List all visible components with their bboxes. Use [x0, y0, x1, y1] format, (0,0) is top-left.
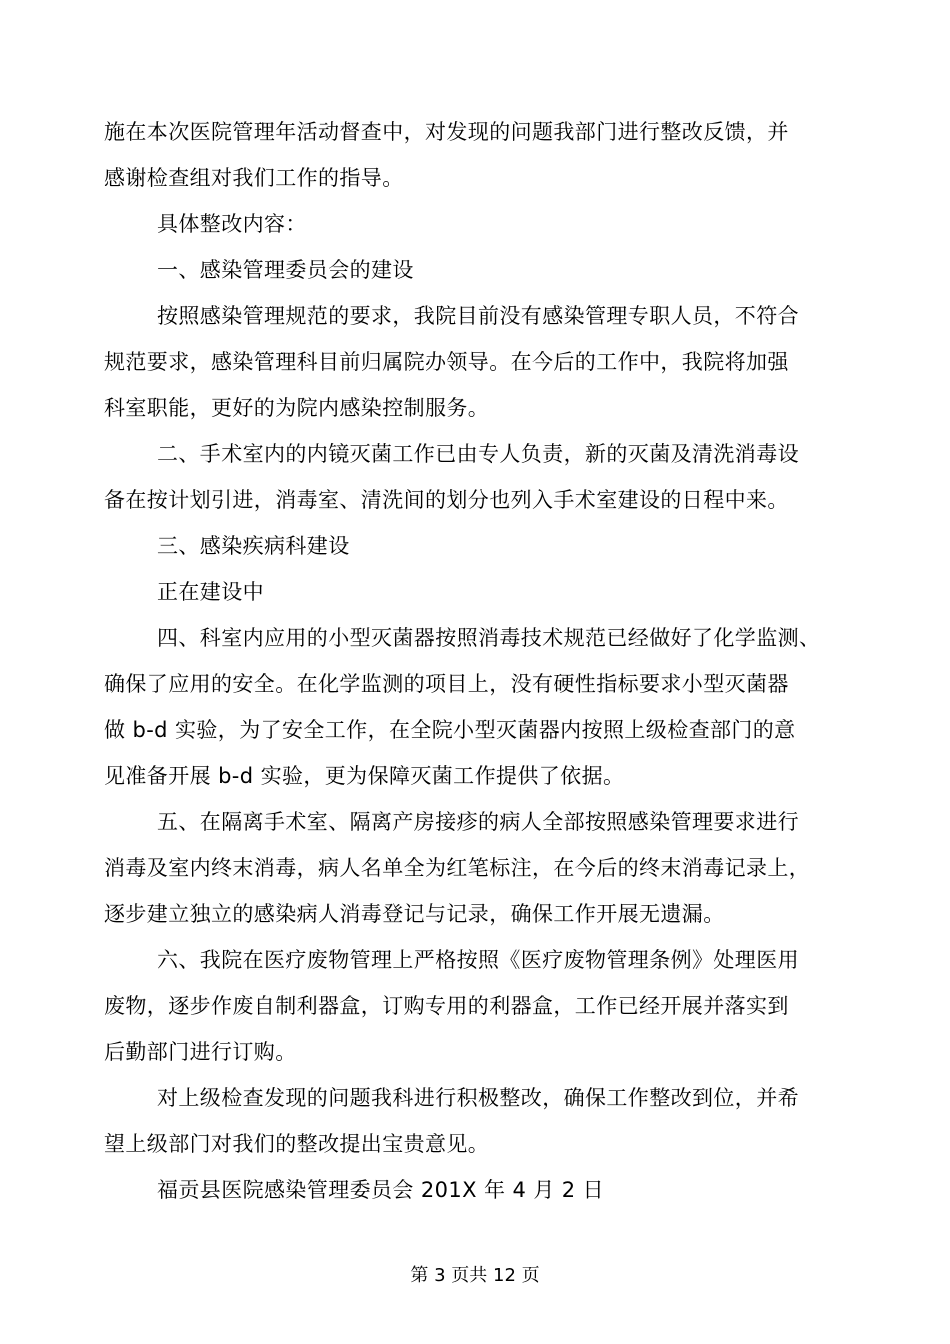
- text-line: 按照感染管理规范的要求，我院目前没有感染管理专职人员，不符合: [157, 304, 799, 328]
- signature-line: 福贡县医院感染管理委员会 201X 年 4 月 2 日: [157, 1178, 605, 1202]
- text-line: 消毒及室内终末消毒，病人名单全为红笔标注，在今后的终末消毒记录上，: [104, 856, 811, 880]
- text-line: 六、我院在医疗废物管理上严格按照《医疗废物管理条例》处理医用: [157, 948, 799, 972]
- text-line: 科室职能，更好的为院内感染控制服务。: [104, 396, 490, 420]
- text-line: 确保了应用的安全。在化学监测的项目上，没有硬性指标要求小型灭菌器: [104, 672, 789, 696]
- text-line: 五、在隔离手术室、隔离产房接疹的病人全部按照感染管理要求进行: [157, 810, 799, 834]
- text-line: 正在建设中: [157, 580, 264, 604]
- text-line: 望上级部门对我们的整改提出宝贵意见。: [104, 1132, 490, 1156]
- text-line: 逐步建立独立的感染病人消毒登记与记录，确保工作开展无遗漏。: [104, 902, 725, 926]
- text-line: 对上级检查发现的问题我科进行积极整改，确保工作整改到位，并希: [157, 1086, 799, 1110]
- text-line: 备在按计划引进，消毒室、清洗间的划分也列入手术室建设的日程中来。: [104, 488, 789, 512]
- section-heading: 三、感染疾病科建设: [157, 534, 350, 558]
- text-line: 感谢检查组对我们工作的指导。: [104, 166, 404, 190]
- text-line: 后勤部门进行订购。: [104, 1040, 297, 1064]
- text-line: 二、手术室内的内镜灭菌工作已由专人负责，新的灭菌及清洗消毒设: [157, 442, 799, 466]
- text-line: 做 b-d 实验，为了安全工作，在全院小型灭菌器内按照上级检查部门的意: [104, 718, 796, 742]
- text-line: 废物，逐步作废自制利器盒，订购专用的利器盒，工作已经开展并落实到: [104, 994, 789, 1018]
- text-line: 施在本次医院管理年活动督查中，对发现的问题我部门进行整改反馈，并: [104, 120, 789, 144]
- page-number: 第 3 页共 12 页: [410, 1265, 540, 1286]
- text-line: 见准备开展 b-d 实验，更为保障灭菌工作提供了依据。: [104, 764, 625, 788]
- text-line: 规范要求，感染管理科目前归属院办领导。在今后的工作中，我院将加强: [104, 350, 789, 374]
- text-line: 四、科室内应用的小型灭菌器按照消毒技术规范已经做好了化学监测、: [157, 626, 821, 650]
- text-line: 具体整改内容：: [157, 212, 307, 236]
- section-heading: 一、感染管理委员会的建设: [157, 258, 414, 282]
